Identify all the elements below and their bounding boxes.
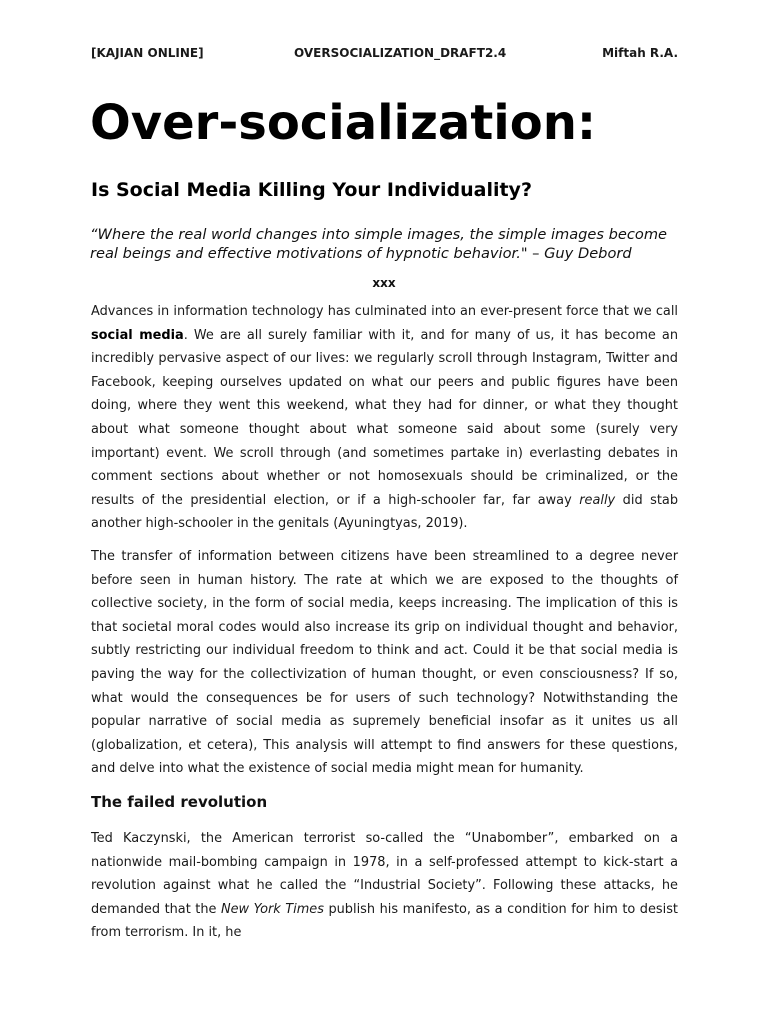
header-left-text: [KAJIAN ONLINE] xyxy=(91,46,204,60)
epigraph-quote xyxy=(90,225,690,263)
header-center-text: OVERSOCIALIZATION_DRAFT2.4 xyxy=(294,46,507,60)
document-title: Over-socialization: xyxy=(90,95,597,151)
paragraph-1-italic-word: really xyxy=(579,492,616,508)
running-header xyxy=(91,46,678,64)
paragraph-1-text-b: . We are all surely familiar with it, and for many of us, it has become an incredibly pervasive aspect of our lives: we regularly scroll through Instagram, Twitter and Facebook, keeping ourselves updated on what our peers and public figures have been doing, where they went this weekend, what they had for dinner, or what they thought about what someone thought about what someone said about some (surely very important) event. We scroll through (and sometimes partake in) everlasting debates in comment sections about whether or not homosexuals should be criminalized, or the results of the presidential election, or if a high-schooler far, far away xyxy=(91,327,678,508)
paragraph-1-text-c: did stab another high-schooler in the genitals (Ayuningtyas, 2019). xyxy=(91,492,678,532)
body-paragraph-3 xyxy=(91,827,678,945)
paragraph-3-italic-title: New York Times xyxy=(220,901,324,917)
header-author-text: Miftah R.A. xyxy=(602,46,678,60)
body-paragraph-1 xyxy=(91,300,678,536)
paragraph-3-text-b: publish his manifesto, as a condition for him to desist from terrorism. In it, he xyxy=(91,901,678,941)
epigraph-attribution: Guy Debord xyxy=(544,245,632,262)
document-subtitle: Is Social Media Killing Your Individuality? xyxy=(91,179,532,201)
paragraph-1-bold-term: social media xyxy=(91,327,184,343)
section-separator: xxx xyxy=(372,276,396,290)
body-paragraph-2: The transfer of information between citizens have been streamlined to a degree never before seen in human history. The rate at which we are exposed to the thoughts of collective society, in the form of social media, keeps increasing. The implication of this is that societal moral codes would also increase its grip on individual thought and behavior, subtly restricting our individual freedom to think and act. Could it be that social media is paving the way for the collectivization of human thought, or even consciousness? If so, what would the consequences be for users of such technology? Notwithstanding the popular narrative of social media as supremely beneficial insofar as it unites us all (globalization, et cetera), This analysis will attempt to find answers for these questions, and delve into what the existence of social media might mean for humanity. xyxy=(91,549,678,777)
section-heading: The failed revolution xyxy=(91,793,268,811)
paragraph-3-text-a: Ted Kaczynski, the American terrorist so-called the “Unabomber”, embarked on a nationwide mail-bombing campaign in 1978, in a self-professed attempt to kick-start a revolution against what he called the “Industrial Society”. Following these attacks, he demanded that the xyxy=(91,831,678,917)
epigraph-dash: – xyxy=(527,245,545,262)
epigraph-text: “Where the real world changes into simple images, the simple images become real beings and effective motivations of hypnotic behavior." xyxy=(90,226,668,262)
paragraph-1-text-a: Advances in information technology has culminated into an ever-present force that we call xyxy=(91,304,678,319)
